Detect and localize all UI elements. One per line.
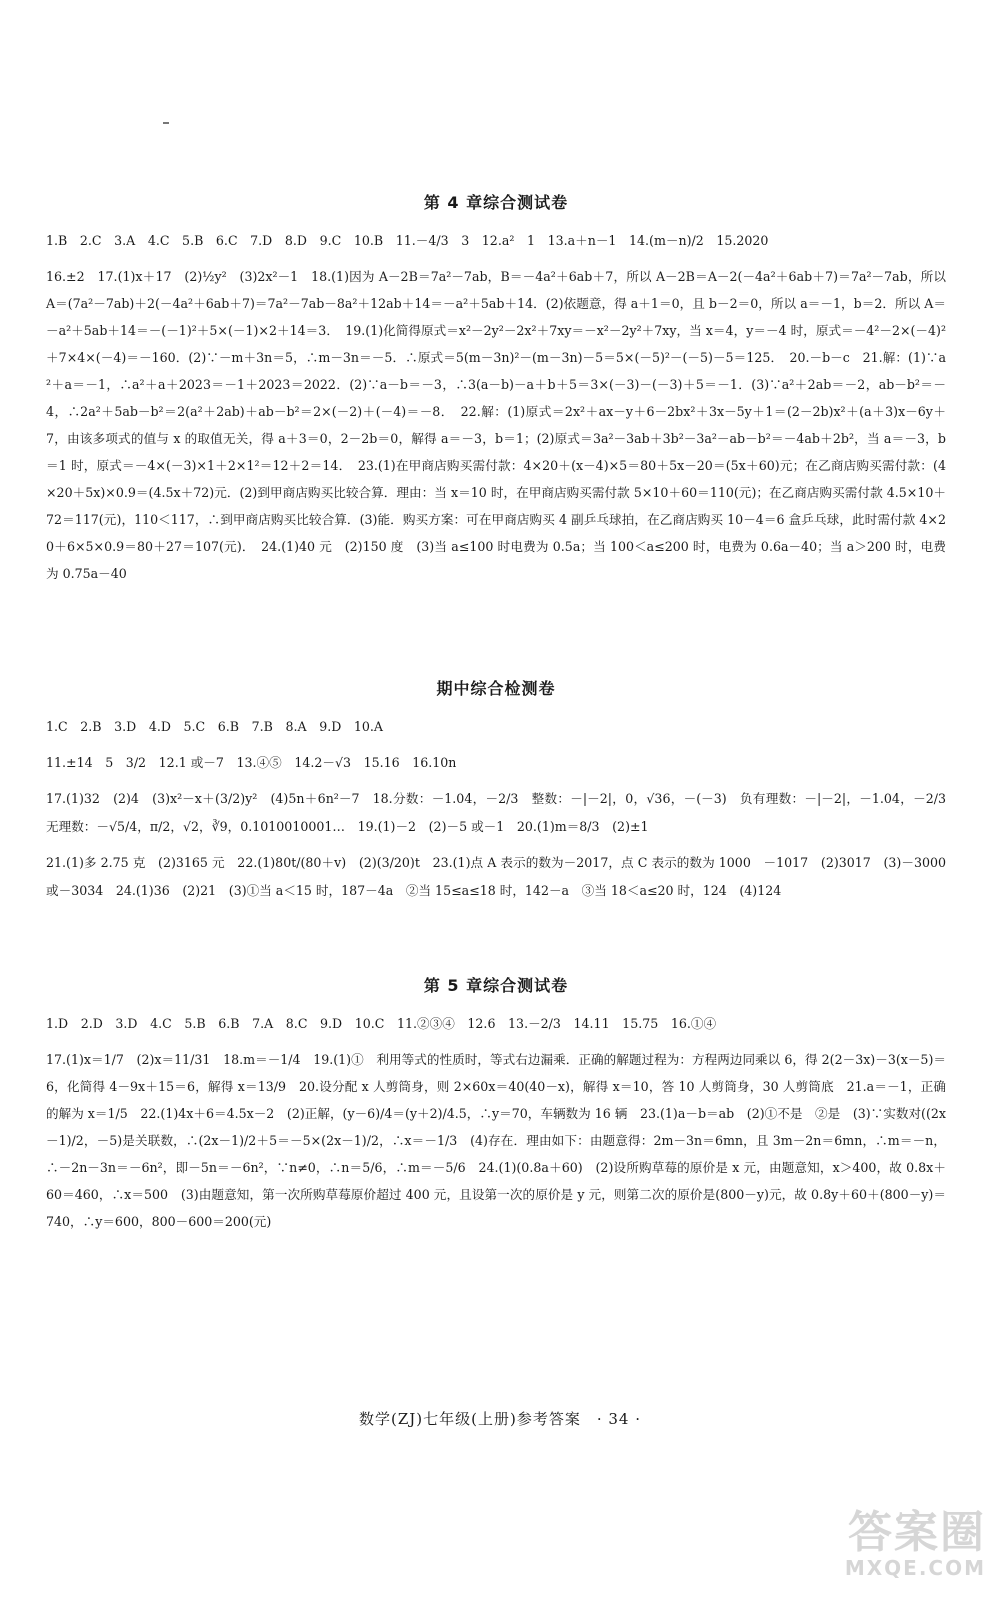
chapter5-answers-17-24: 17.(1)x＝1/7 (2)x＝11/31 18.m＝－1/4 19.(1)① 利用等式的性质时，等式右边漏乘．正确的解题过程为：方程两边同乘以 6，得 2(2－3x)－3(x－5)＝6，化简得 4－9x＋15＝6，解得 x＝13/9 20.设分配 x 人剪筒身，则 2×60x＝40(40－x)，解得 x＝10，答 10 人剪筒身，30 人剪筒底 21.a＝－1，正确的解为 x＝1/5 22.(1)4x＋6＝4.5x－2 (2)正解，(y－6)/4＝(y＋2)/4.5，∴y＝70，车辆数为 16 辆 23.(1)a－b＝ab (2)①不是 ②是 (3)∵实数对((2x－1)/2，－5)是关联数，∴(2x－1)/2＋5＝－5×(2x－1)/2，∴x＝－1/3 (4)存在．理由如下：由题意得：2m－3n＝6mn，且 3m－2n＝6mn，∴m＝－n，∴－2n－3n＝－6n²，即－5n＝－6n²，∵n≠0，∴n＝5/6，∴m＝－5/6 24.(1)(0.8a＋60) (2)设所购草莓的原价是 x 元，由题意知，x＞400，故 0.8x＋60＝460，∴x＝500 (3)由题意知，第一次所购草莓原价超过 400 元，且设第一次的原价是 y 元，则第二次的原价是(800－y)元，故 0.8y＋60＋(800－y)＝740，∴y＝600，800－600＝200(元) (46, 1052, 946, 1229)
midterm-answers-11-16: 11.±14 5 3/2 12.1 或－7 13.④⑤ 14.2－√3 15.16 16.10n (46, 755, 457, 770)
watermark-logo (786, 1507, 986, 1590)
chapter4-title: 第 4 章综合测试卷 (423, 193, 569, 212)
chapter4-answers-16-24: 16.±2 17.(1)x＋17 (2)½y² (3)2x²－1 18.(1)因为 A－2B＝7a²－7ab，B＝－4a²＋6ab＋7，所以 A－2B＝A－2(－4a²＋6ab＋7)＝7a²－7ab，所以 A＝(7a²－7ab)＋2(－4a²＋6ab＋7)＝7a²－7ab－8a²＋12ab＋14＝－a²＋5ab＋14．(2)依题意，得 a＋1＝0，且 b－2＝0，所以 a＝－1，b＝2．所以 A＝－a²＋5ab＋14＝－(－1)²＋5×(－1)×2＋14＝3． 19.(1)化简得原式＝x²－2y²－2x²＋7xy＝－x²－2y²＋7xy，当 x＝4，y＝－4 时，原式＝－4²－2×(－4)²＋7×4×(－4)＝－160．(2)∵－m＋3n＝5，∴m－3n＝－5．∴原式＝5(m－3n)²－(m－3n)－5＝5×(－5)²－(－5)－5＝125． 20.－b－c 21.解：(1)∵a²＋a＝－1，∴a²＋a＋2023＝－1＋2023＝2022．(2)∵a－b＝－3，∴3(a－b)－a＋b＋5＝3×(－3)－(－3)＋5＝－1．(3)∵a²＋2ab＝－2，ab－b²＝－4，∴2a²＋5ab－b²＝2(a²＋2ab)＋ab－b²＝2×(－2)＋(－4)＝－8． 22.解：(1)原式＝2x²＋ax－y＋6－2bx²＋3x－5y＋1＝(2－2b)x²＋(a＋3)x－6y＋7，由该多项式的值与 x 的取值无关，得 a＋3＝0，2－2b＝0，解得 a＝－3，b＝1；(2)原式＝3a²－3ab＋3b²－3a²－ab－b²＝－4ab＋2b²，当 a＝－3，b＝1 时，原式＝－4×(－3)×1＋2×1²＝12＋2＝14． 23.(1)在甲商店购买需付款：4×20＋(x－4)×5＝80＋5x－20＝(5x＋60)元；在乙商店购买需付款：(4×20＋5x)×0.9＝(4.5x＋72)元．(2)到甲商店购买比较合算．理由：当 x＝10 时，在甲商店购买需付款 5×10＋60＝110(元)；在乙商店购买需付款 4.5×10＋72＝117(元)，110＜117，∴到甲商店购买比较合算．(3)能．购买方案：可在甲商店购买 4 副乒乓球拍，在乙商店购买 10－4＝6 盒乒乓球，此时需付款 4×20＋6×5×0.9＝80＋27＝107(元)． 24.(1)40 元 (2)150 度 (3)当 a≤100 时电费为 0.5a；当 100＜a≤200 时，电费为 0.6a－40；当 a＞200 时，电费为 0.75a－40 (46, 269, 946, 581)
midterm-answers-17-20: 17.(1)32 (2)4 (3)x²－x＋(3/2)y² (4)5n＋6n²－7 18.分数：－1.04̇，－2/3 整数：－|－2|，0，√36，－(－3) 负有理数：－|－2|，－1.04̇，－2/3 无理数：－√5/4，π/2，√2，∛9，0.1010010001… 19.(1)－2 (2)－5 或－1 20.(1)m＝8/3 (2)±1 (46, 791, 959, 834)
midterm-answers-21-24: 21.(1)多 2.75 克 (2)3165 元 22.(1)80t/(80＋v) (2)(3/20)t 23.(1)点 A 表示的数为－2017，点 C 表示的数为 1000 －1017 (2)3017 (3)－3000 或－3034 24.(1)36 (2)21 (3)①当 a＜15 时，187－4a ②当 15≤a≤18 时，142－a ③当 18＜a≤20 时，124 (4)124 (46, 855, 946, 898)
midterm-section (46, 676, 959, 913)
midterm-title: 期中综合检测卷 (436, 679, 556, 698)
chapter5-section (46, 973, 946, 1241)
chapter5-title: 第 5 章综合测试卷 (423, 976, 569, 995)
chapter5-answers-1-16: 1.D 2.D 3.D 4.C 5.B 6.B 7.A 8.C 9.D 10.C 11.②③④ 12.6 13.－2/3 14.11 15.75 16.①④ (46, 1016, 717, 1031)
chapter4-section (46, 190, 946, 593)
scan-mark (163, 122, 169, 124)
midterm-answers-1-10: 1.C 2.B 3.D 4.D 5.C 6.B 7.B 8.A 9.D 10.A (46, 719, 384, 734)
page-footer: 数学(ZJ)七年级(上册)参考答案 · 34 · (358, 1410, 641, 1428)
watermark-logo-text: 答案圈 (848, 1507, 986, 1558)
chapter4-answers-1-15: 1.B 2.C 3.A 4.C 5.B 6.C 7.D 8.D 9.C 10.B 11.－4/3 3 12.a² 1 13.a＋n－1 14.(m－n)/2 15.2020 (46, 233, 769, 248)
watermark-site: MXQE.COM (844, 1556, 986, 1580)
